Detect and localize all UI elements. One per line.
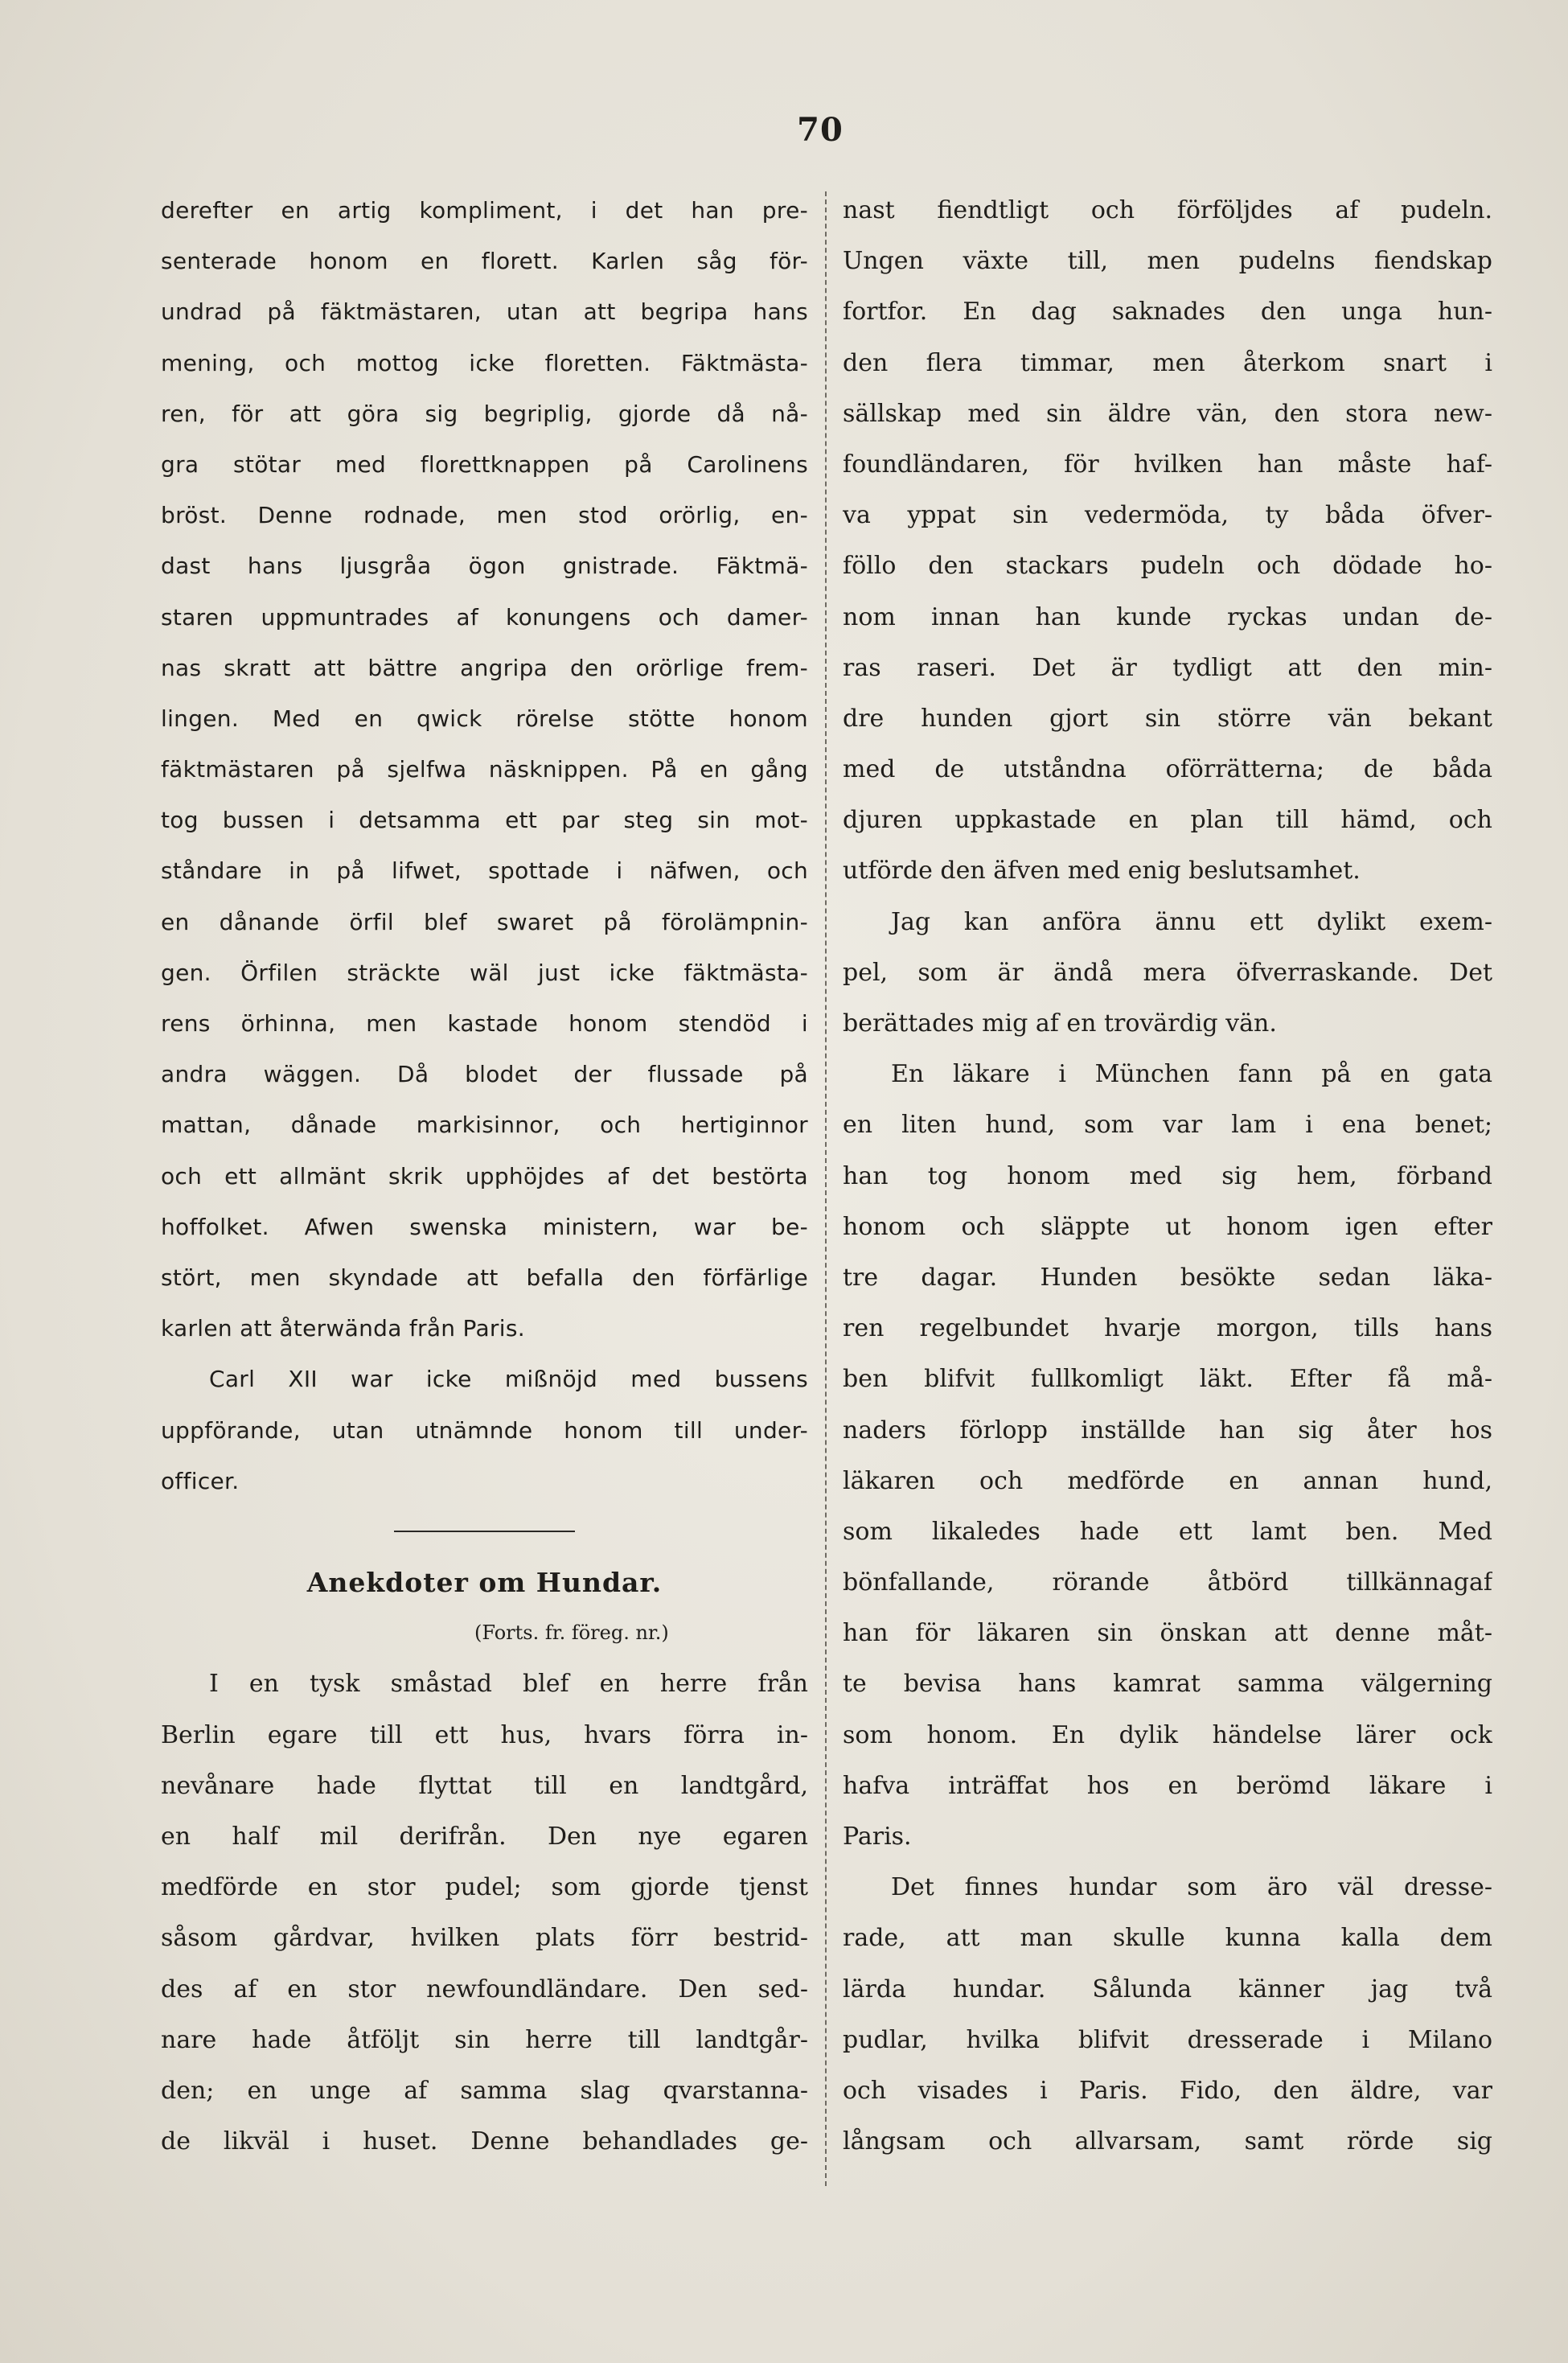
text-line: dast hans ljusgråa ögon gnistrade. Fäktmä- (161, 553, 808, 580)
text-line: nom innan han kunde ryckas undan de- (843, 602, 1492, 631)
text-line: ståndare in på lifwet, spottade i näfwen, och (161, 857, 808, 885)
text-line: gra stötar med florettknappen på Carolinens (161, 450, 808, 478)
text-line: ren regelbundet hvarje morgon, tills hans (843, 1314, 1492, 1343)
text-line: sällskap med sin äldre vän, den stora new- (843, 399, 1492, 428)
text-line: va yppat sin vedermöda, ty båda öfver- (843, 501, 1492, 530)
right-paragraph-2 (843, 897, 1492, 1050)
text-line: undrad på fäktmästaren, utan att begripa hans (161, 298, 808, 326)
text-line: des af en stor newfoundländare. Den sed- (161, 1975, 808, 2003)
text-line: ren, för att göra sig begriplig, gjorde då nå- (161, 400, 808, 427)
text-line: nast fiendtligt och förföljdes af pudeln. (843, 196, 1492, 224)
text-line: en half mil derifrån. Den nye egaren (161, 1823, 808, 1851)
text-line: som likaledes hade ett lamt ben. Med (843, 1517, 1492, 1546)
text-line: medförde en stor pudel; som gjorde tjenst (161, 1873, 808, 1902)
text-line: den flera timmar, men återkom snart i (843, 348, 1492, 377)
text-line: En läkare i München fann på en gata (891, 1060, 1492, 1089)
text-line: Jag kan anföra ännu ett dylikt exem- (891, 907, 1492, 936)
text-line: Det finnes hundar som äro väl dresse- (891, 1873, 1492, 1902)
text-line: foundländaren, för hvilken han måste haf- (843, 450, 1492, 479)
section-rule (161, 1506, 808, 1557)
text-line: mening, och mottog icke floretten. Fäktmästa- (161, 349, 808, 376)
text-line: och ett allmänt skrik upphöjdes af det bestörta (161, 1162, 808, 1190)
section-heading: Anekdoter om Hundar. (306, 1567, 663, 1599)
text-line: han för läkaren sin önskan att denne måt- (843, 1619, 1492, 1648)
text-line: med de utståndna oförrätterna; de båda (843, 755, 1492, 784)
text-line: såsom gårdvar, hvilken plats förr bestrid- (161, 1924, 808, 1953)
text-line: en liten hund, som var lam i ena benet; (843, 1111, 1492, 1140)
text-line: pudlar, hvilka blifvit dresserade i Milano (843, 2025, 1492, 2054)
text-line: andra wäggen. Då blodet der flussade på (161, 1061, 808, 1088)
text-line: Ungen växte till, men pudelns fiendskap (843, 247, 1492, 276)
left-column (161, 185, 808, 2167)
text-line: lingen. Med en qwick rörelse stötte honom (161, 705, 808, 732)
text-line: gen. Örfilen sträckte wäl just icke fäktmästa- (161, 959, 808, 986)
text-line: naders förlopp inställde han sig åter hos (843, 1416, 1492, 1445)
text-line: pel, som är ändå mera öfverraskande. Det (843, 958, 1492, 987)
left-paragraph-1 (161, 185, 808, 1354)
right-paragraph-4 (843, 1862, 1492, 2167)
left-paragraph-3 (161, 1658, 808, 2167)
text-line: Berlin egare till ett hus, hvars förra in- (161, 1720, 808, 1749)
right-paragraph-1 (843, 185, 1492, 897)
text-line: som honom. En dylik händelse lärer ock (843, 1720, 1492, 1749)
text-line: uppförande, utan utnämnde honom till under- (161, 1416, 808, 1444)
text-line: djuren uppkastade en plan till hämd, och (843, 806, 1492, 835)
left-paragraph-2 (161, 1354, 808, 1506)
text-line: tre dagar. Hunden besökte sedan läka- (843, 1263, 1492, 1292)
text-line: nare hade åtföljt sin herre till landtgår- (161, 2025, 808, 2054)
text-line: dre hunden gjort sin större vän bekant (843, 704, 1492, 733)
right-column (843, 185, 1492, 2167)
text-line: karlen att återwända från Paris. (161, 1315, 525, 1342)
text-line: rens örhinna, men kastade honom stendöd i (161, 1010, 808, 1037)
text-line: fäktmästaren på sjelfwa näsknippen. På en gång (161, 756, 808, 783)
text-line: derefter en artig kompliment, i det han pre- (161, 197, 808, 224)
text-line: Carl XII war icke mißnöjd med bussens (209, 1366, 808, 1393)
text-line: nas skratt att bättre angripa den orörlige frem- (161, 654, 808, 681)
text-line: ben blifvit fullkomligt läkt. Efter få må- (843, 1365, 1492, 1394)
text-line: stört, men skyndade att befalla den förfärlige (161, 1264, 808, 1291)
text-line: de likväl i huset. Denne behandlades ge- (161, 2127, 808, 2156)
text-line: utförde den äfven med enig beslutsamhet. (843, 857, 1361, 886)
text-line: fortfor. En dag saknades den unga hun- (843, 298, 1492, 327)
text-line: lärda hundar. Sålunda känner jag två (843, 1975, 1492, 2003)
text-line: han tog honom med sig hem, förband (843, 1161, 1492, 1190)
text-line: nevånare hade flyttat till en landtgård, (161, 1771, 808, 1800)
text-line: ras raseri. Det är tydligt att den min- (843, 653, 1492, 682)
text-line: bröst. Denne rodnade, men stod orörlig, en- (161, 502, 808, 529)
text-line: I en tysk småstad blef en herre från (209, 1670, 808, 1699)
text-line: mattan, dånade markisinnor, och hertiginnor (161, 1112, 808, 1139)
text-line: honom och släppte ut honom igen efter (843, 1212, 1492, 1241)
text-line: rade, att man skulle kunna kalla dem (843, 1924, 1492, 1953)
column-divider (825, 191, 827, 2186)
continuation-note: (Forts. fr. föreg. nr.) (474, 1621, 669, 1645)
text-line: senterade honom en florett. Karlen såg för- (161, 248, 808, 275)
text-line: hoffolket. Afwen swenska ministern, war be- (161, 1213, 808, 1240)
text-line: tog bussen i detsamma ett par steg sin mot- (161, 807, 808, 834)
text-line: berättades mig af en trovärdig vän. (843, 1009, 1277, 1038)
text-line: en dånande örfil blef swaret på förolämpnin- (161, 908, 808, 935)
text-line: föllo den stackars pudeln och dödade ho- (843, 552, 1492, 581)
text-line: läkaren och medförde en annan hund, (843, 1466, 1492, 1495)
page-number: 70 (797, 111, 844, 149)
text-line: långsam och allvarsam, samt rörde sig (843, 2127, 1492, 2156)
text-line: te bevisa hans kamrat samma välgerning (843, 1670, 1492, 1699)
text-line: bönfallande, rörande åtbörd tillkännagaf (843, 1568, 1492, 1597)
text-line: Paris. (843, 1823, 912, 1851)
right-paragraph-3 (843, 1049, 1492, 1862)
text-line: staren uppmuntrades af konungens och damer- (161, 603, 808, 631)
text-line: och visades i Paris. Fido, den äldre, var (843, 2076, 1492, 2105)
text-line: officer. (161, 1467, 240, 1494)
text-line: den; en unge af samma slag qvarstanna- (161, 2076, 808, 2105)
text-line: hafva inträffat hos en berömd läkare i (843, 1771, 1492, 1800)
